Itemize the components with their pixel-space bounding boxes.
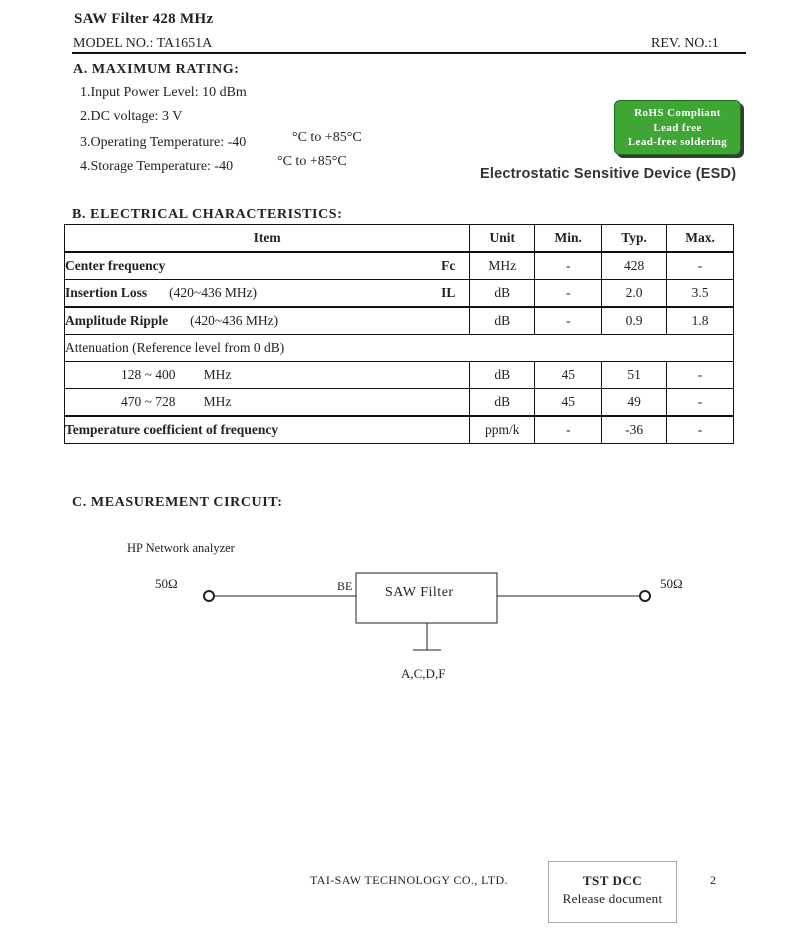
col-header-max: Max. (667, 225, 734, 253)
cell-unit: dB (470, 307, 535, 335)
item-symbol: Fc (441, 258, 456, 273)
cell-min: 45 (535, 362, 602, 389)
cell-typ: 51 (602, 362, 667, 389)
cell-min: 45 (535, 389, 602, 417)
item-label: Center frequency (65, 258, 166, 273)
model-number: MODEL NO.: TA1651A (73, 36, 213, 51)
range-value: 128 ~ 400 (121, 367, 176, 382)
cell-typ: 428 (602, 252, 667, 280)
cell-max: - (667, 252, 734, 280)
rating-item-4: 4.Storage Temperature: -40 (80, 159, 234, 174)
output-port-terminal (640, 591, 650, 601)
cell-max: - (667, 416, 734, 444)
cell-min: - (535, 416, 602, 444)
item-condition: (420~436 MHz) (169, 285, 258, 300)
rating-item-3: 3.Operating Temperature: -40 (80, 135, 247, 150)
company-name: TAI-SAW TECHNOLOGY CO., LTD. (310, 873, 508, 887)
item-label: Insertion Loss (65, 285, 148, 300)
rohs-line-2: Lead free (653, 121, 702, 134)
cell-min: - (535, 280, 602, 308)
col-header-unit: Unit (470, 225, 535, 253)
cell-max: - (667, 362, 734, 389)
rating-item-1: 1.Input Power Level: 10 dBm (80, 85, 247, 100)
cell-max: 1.8 (667, 307, 734, 335)
dcc-stamp (548, 861, 677, 923)
analyzer-label: HP Network analyzer (127, 541, 235, 555)
cell-unit: MHz (470, 252, 535, 280)
cell-typ: 2.0 (602, 280, 667, 308)
esd-notice: Electrostatic Sensitive Device (ESD) (480, 166, 737, 182)
dcc-title: TST DCC (582, 873, 643, 888)
col-header-min: Min. (535, 225, 602, 253)
col-header-item: Item (65, 225, 470, 253)
saw-filter-label: SAW Filter (385, 585, 454, 600)
attenuation-label: Attenuation (Reference level from 0 dB) (65, 335, 734, 362)
item-symbol: IL (441, 285, 456, 300)
input-pin-label: BE (337, 579, 353, 593)
ground-pins-label: A,C,D,F (401, 666, 446, 681)
input-port-terminal (204, 591, 214, 601)
section-c-heading: C. MEASUREMENT CIRCUIT: (72, 495, 283, 510)
cell-max: 3.5 (667, 280, 734, 308)
rating-item-4-range: °C to +85°C (277, 154, 347, 169)
item-condition: (420~436 MHz) (190, 313, 279, 328)
revision-number: REV. NO.:1 (651, 36, 719, 51)
section-b-heading: B. ELECTRICAL CHARACTERISTICS: (72, 207, 343, 222)
range-unit: MHz (203, 394, 232, 409)
range-unit: MHz (203, 367, 232, 382)
row-item-temperature-coefficient: Temperature coefficient of frequency (65, 416, 470, 444)
cell-min: - (535, 252, 602, 280)
item-label: Amplitude Ripple (65, 313, 169, 328)
left-impedance: 50Ω (155, 576, 178, 591)
cell-typ: 0.9 (602, 307, 667, 335)
rating-item-2: 2.DC voltage: 3 V (80, 109, 183, 124)
section-a-heading: A. MAXIMUM RATING: (73, 62, 240, 77)
col-header-typ: Typ. (602, 225, 667, 253)
rating-item-3-range: °C to +85°C (292, 130, 362, 145)
cell-min: - (535, 307, 602, 335)
range-value: 470 ~ 728 (121, 394, 176, 409)
rohs-line-3: Lead-free soldering (627, 136, 728, 148)
page-number: 2 (710, 873, 717, 887)
cell-unit: dB (470, 362, 535, 389)
cell-unit: dB (470, 280, 535, 308)
cell-typ: -36 (602, 416, 667, 444)
cell-unit: dB (470, 389, 535, 417)
dcc-subtitle: Release document (562, 891, 663, 906)
cell-unit: ppm/k (470, 416, 535, 444)
rohs-line-1: RoHS Compliant (634, 107, 721, 119)
cell-max: - (667, 389, 734, 417)
right-impedance: 50Ω (660, 576, 683, 591)
document-title: SAW Filter 428 MHz (74, 11, 214, 27)
cell-typ: 49 (602, 389, 667, 417)
